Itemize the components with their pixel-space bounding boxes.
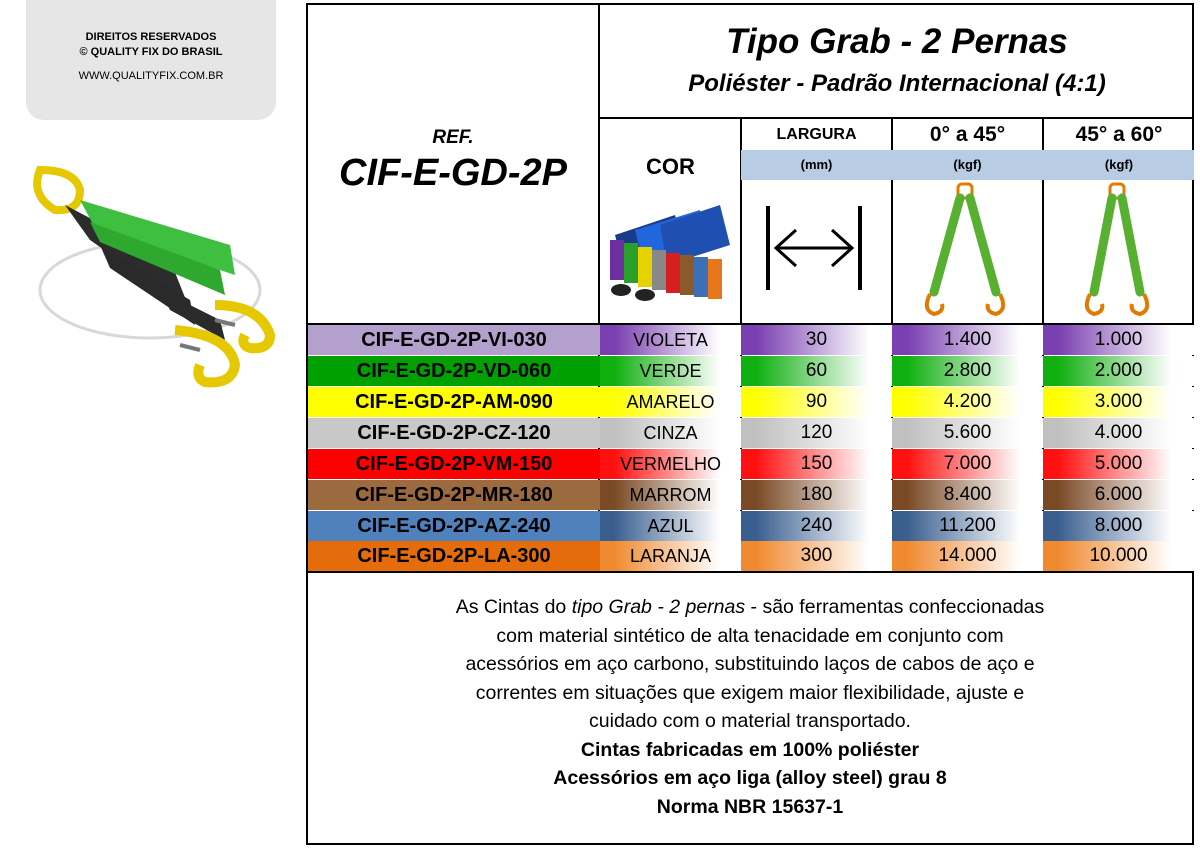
website-text: WWW.QUALITYFIX.COM.BR — [78, 70, 224, 82]
row-color: AZUL — [600, 511, 741, 541]
divider — [598, 117, 1194, 119]
row-capacity-60: 10.000 — [1043, 541, 1194, 571]
row-capacity-45: 8.400 — [892, 480, 1043, 510]
row-code: CIF-E-GD-2P-VD-060 — [308, 356, 600, 386]
row-code: CIF-E-GD-2P-AZ-240 — [308, 511, 600, 541]
sling-product-photo — [20, 150, 290, 395]
row-color: VERDE — [600, 356, 741, 386]
row-width: 60 — [741, 356, 892, 386]
row-width: 180 — [741, 480, 892, 510]
unit-kgf-1: (kgf) — [953, 157, 982, 172]
copyright-line-1: DIREITOS RESERVADOS — [85, 31, 217, 43]
table-row — [308, 418, 1194, 448]
page-subtitle: Poliéster - Padrão Internacional (4:1) — [688, 70, 1106, 97]
row-color: LARANJA — [600, 541, 741, 571]
table-row — [308, 480, 1194, 510]
description-bold-line: Acessórios em aço liga (alloy steel) grau 8 — [553, 767, 947, 789]
row-capacity-45: 2.800 — [892, 356, 1043, 386]
row-code: CIF-E-GD-2P-VI-030 — [308, 325, 600, 355]
page-title: Tipo Grab - 2 Pernas — [726, 22, 1068, 61]
unit-kgf-2: (kgf) — [1104, 157, 1134, 172]
row-code: CIF-E-GD-2P-MR-180 — [308, 480, 600, 510]
row-capacity-60: 8.000 — [1043, 511, 1194, 541]
column-cor: COR — [646, 154, 695, 179]
row-capacity-45: 5.600 — [892, 418, 1043, 448]
row-color: MARROM — [600, 480, 741, 510]
copyright-box — [26, 0, 276, 120]
row-capacity-60: 4.000 — [1043, 418, 1194, 448]
two-leg-sling-icon — [920, 182, 1010, 318]
ref-label: REF. — [432, 127, 474, 148]
ref-code: CIF-E-GD-2P — [339, 152, 567, 194]
row-color: VIOLETA — [600, 325, 741, 355]
description — [306, 593, 1194, 821]
unit-mm: (mm) — [800, 157, 833, 172]
row-capacity-60: 1.000 — [1043, 325, 1194, 355]
row-code: CIF-E-GD-2P-LA-300 — [308, 541, 600, 571]
description-italic: tipo Grab - 2 pernas — [571, 596, 746, 618]
row-color: VERMELHO — [600, 449, 741, 479]
table-row — [308, 387, 1194, 417]
width-arrow-icon — [762, 200, 870, 296]
description-bold-line: Cintas fabricadas em 100% poliéster — [580, 738, 920, 761]
row-capacity-45: 7.000 — [892, 449, 1043, 479]
table-row — [308, 541, 1194, 571]
description-text: As Cintas do — [455, 596, 572, 618]
column-largura: LARGURA — [776, 126, 857, 143]
row-code: CIF-E-GD-2P-VM-150 — [308, 449, 600, 479]
table-row — [308, 325, 1194, 355]
table-row — [308, 356, 1194, 386]
column-angle-0-45: 0° a 45° — [929, 123, 1006, 146]
description-line: com material sintético de alta tenacidade em conjunto com — [496, 624, 1004, 647]
row-capacity-45: 1.400 — [892, 325, 1043, 355]
row-width: 150 — [741, 449, 892, 479]
row-width: 120 — [741, 418, 892, 448]
row-width: 300 — [741, 541, 892, 571]
description-line — [306, 593, 1194, 622]
row-width: 90 — [741, 387, 892, 417]
row-capacity-60: 3.000 — [1043, 387, 1194, 417]
webbing-rolls-image — [605, 195, 737, 305]
row-color: AMARELO — [600, 387, 741, 417]
column-angle-45-60: 45° a 60° — [1075, 123, 1163, 146]
row-width: 30 — [741, 325, 892, 355]
row-code: CIF-E-GD-2P-AM-090 — [308, 387, 600, 417]
two-leg-sling-icon — [1072, 182, 1162, 318]
description-bold-line: Norma NBR 15637-1 — [656, 795, 844, 818]
row-capacity-45: 14.000 — [892, 541, 1043, 571]
row-capacity-45: 11.200 — [892, 511, 1043, 541]
row-capacity-60: 5.000 — [1043, 449, 1194, 479]
table-row — [308, 449, 1194, 479]
row-color: CINZA — [600, 418, 741, 448]
divider — [306, 571, 1194, 573]
copyright-line-2: © QUALITY FIX DO BRASIL — [79, 46, 223, 58]
row-width: 240 — [741, 511, 892, 541]
table-row — [308, 511, 1194, 541]
description-line: acessórios em aço carbono, substituindo laços de cabos de aço e — [465, 653, 1035, 675]
row-code: CIF-E-GD-2P-CZ-120 — [308, 418, 600, 448]
description-line: correntes em situações que exigem maior flexibilidade, ajuste e — [475, 681, 1025, 704]
row-capacity-60: 6.000 — [1043, 480, 1194, 510]
description-line: cuidado com o material transportado. — [589, 710, 911, 732]
description-text: - são ferramentas confeccionadas — [745, 596, 1045, 618]
row-capacity-60: 2.000 — [1043, 356, 1194, 386]
row-capacity-45: 4.200 — [892, 387, 1043, 417]
